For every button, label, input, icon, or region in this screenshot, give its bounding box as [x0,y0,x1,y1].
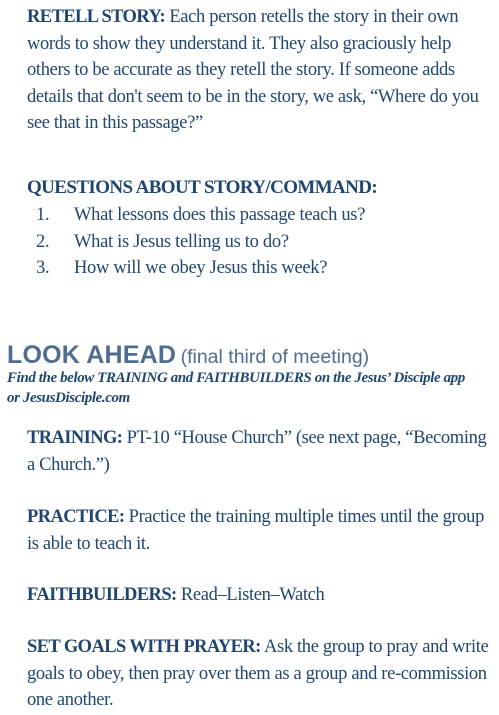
question-item [0,255,499,282]
faithbuilders-text: Read–Listen–Watch [176,585,325,605]
question-number: 3. [36,258,50,278]
faithbuilders-label: FAITHBUILDERS: [27,585,177,605]
question-text: What lessons does this passage teach us? [74,205,366,225]
question-number: 1. [36,205,50,225]
question-text: How will we obey Jesus this week? [74,258,328,278]
look-ahead-title: LOOK AHEAD [7,341,177,369]
look-ahead-note: Find the below TRAINING and FAITHBUILDERS on the Jesus’ Disciple app or JesusDisciple.com [7,370,465,406]
training-text: PT-10 “House Church” (see next page, “Becoming a Church.”) [27,428,487,475]
questions-list [0,202,499,282]
question-number: 2. [36,231,50,252]
training-label: TRAINING: [27,428,123,448]
question-text: What is Jesus telling us to do? [74,231,289,252]
question-item [0,202,499,229]
set-goals-label: SET GOALS WITH PRAYER: [27,637,261,657]
practice-paragraph [27,504,493,557]
set-goals-text: Ask the group to pray and write goals to obey, then pray over them as a group and re-commission one another. [27,637,489,710]
look-ahead-subtitle: (final third of meeting) [180,346,370,368]
faithbuilders-paragraph [27,582,493,609]
set-goals-paragraph [27,634,493,714]
practice-label: PRACTICE: [27,507,125,527]
training-paragraph [27,425,493,478]
retell-story-label: RETELL STORY: [27,7,166,27]
practice-text: Practice the training multiple times until the group is able to teach it. [27,507,484,554]
question-item [0,229,499,256]
retell-story-paragraph [27,4,493,137]
questions-heading: QUESTIONS ABOUT STORY/COMMAND: [27,177,378,198]
retell-story-text: Each person retells the story in their own words to show they understand it. They also graciously help others to be accurate as they retell the story. If someone adds details that don't seem to be in the story, we ask, “Where do you see that in this passage?” [27,7,479,133]
